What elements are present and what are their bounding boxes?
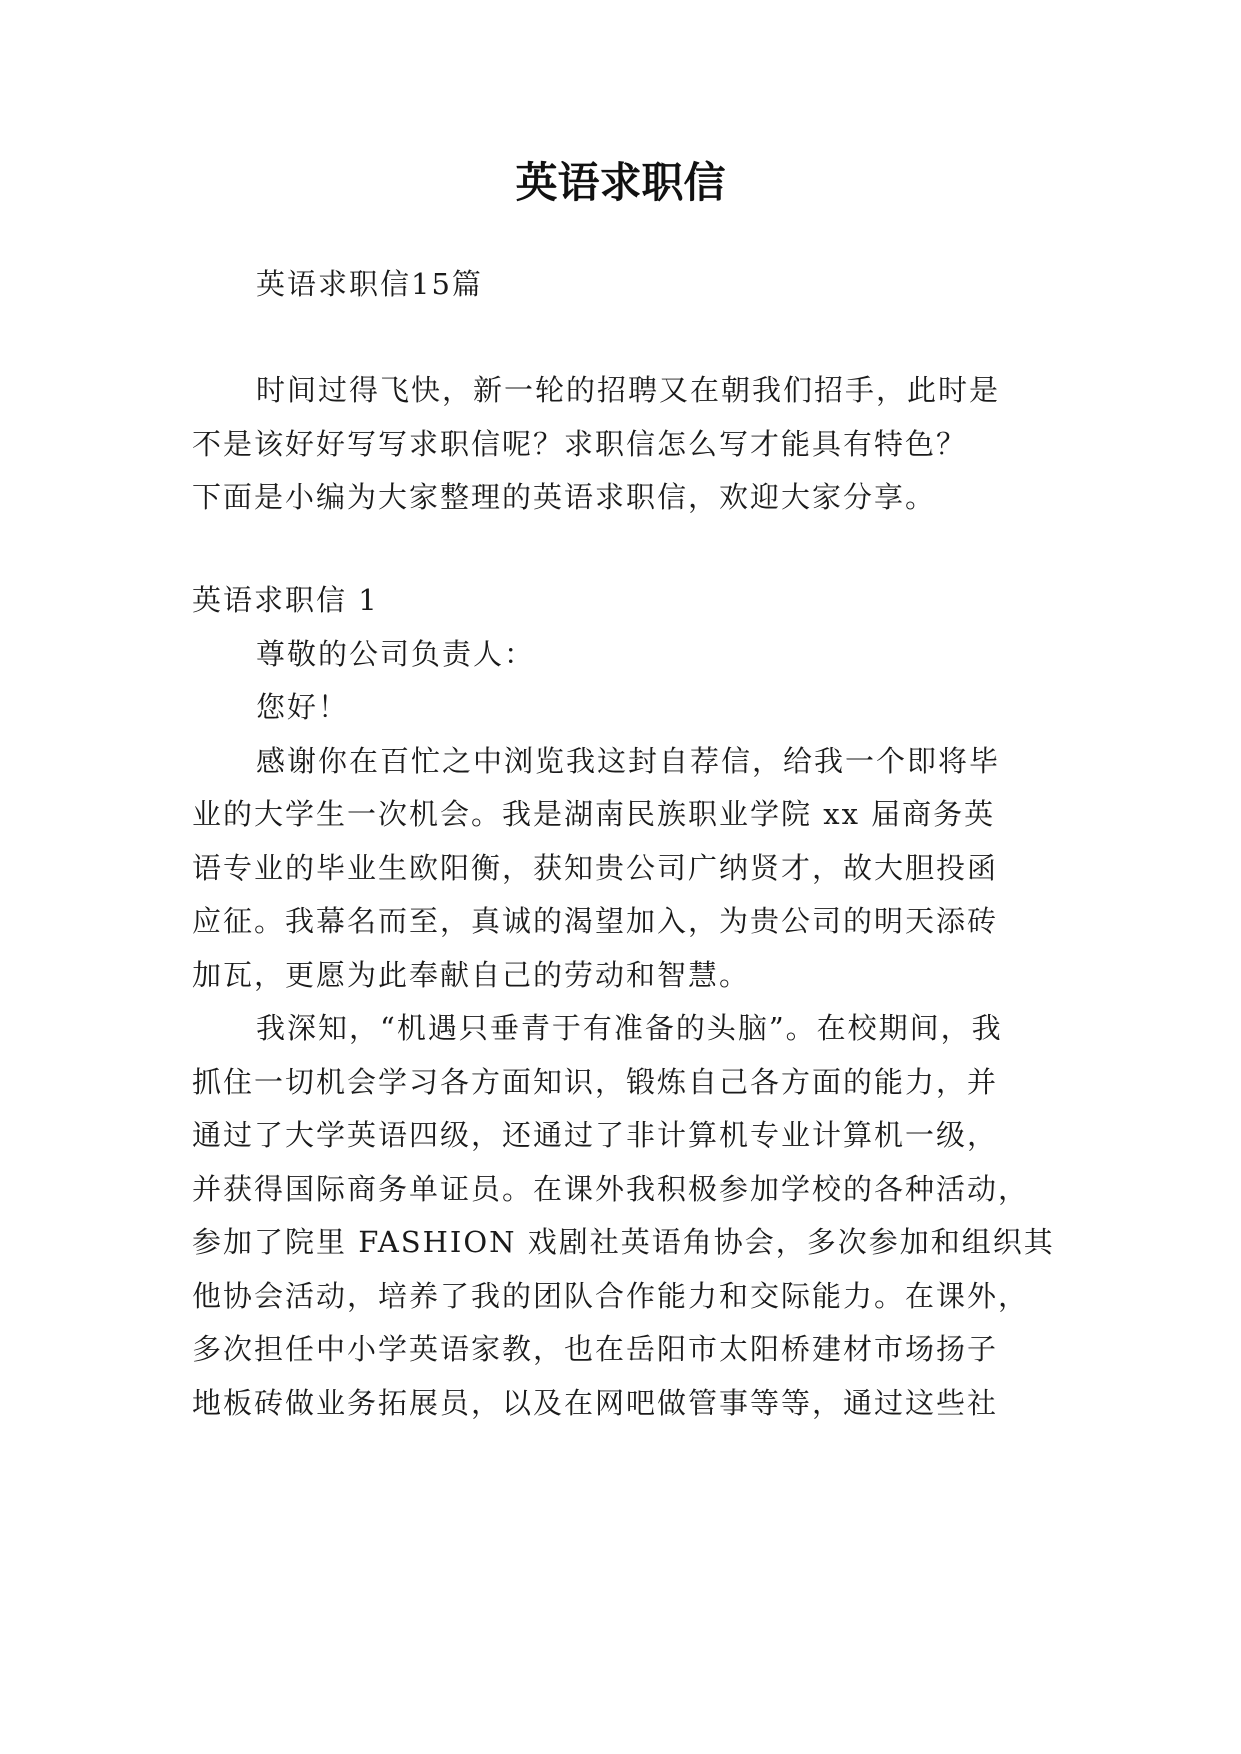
paragraph-line: 他协会活动，培养了我的团队合作能力和交际能力。在课外， (192, 1279, 1030, 1313)
paragraph-line: 通过了大学英语四级，还通过了非计算机专业计算机一级， (192, 1118, 999, 1152)
paragraph-line: 我深知，“机遇只垂青于有准备的头脑”。在校期间，我 (256, 1011, 1003, 1045)
paragraph-line: 抓住一切机会学习各方面知识，锻炼自己各方面的能力，并 (192, 1065, 999, 1099)
section-heading: 英语求职信 1 (192, 583, 379, 617)
paragraph-line: 应征。我幕名而至，真诚的渴望加入，为贵公司的明天添砖 (192, 904, 999, 938)
document-subtitle: 英语求职信15篇 (256, 267, 483, 301)
paragraph-line: 并获得国际商务单证员。在课外我积极参加学校的各种活动， (192, 1172, 1030, 1206)
salutation: 尊敬的公司负责人： (256, 637, 536, 671)
paragraph-line: 感谢你在百忙之中浏览我这封自荐信，给我一个即将毕 (256, 744, 1001, 778)
greeting: 您好！ (256, 690, 350, 724)
paragraph-line: 加瓦，更愿为此奉献自己的劳动和智慧。 (192, 958, 751, 992)
paragraph-line: 地板砖做业务拓展员，以及在网吧做管事等等，通过这些社 (192, 1386, 999, 1420)
intro-line: 时间过得飞快，新一轮的招聘又在朝我们招手，此时是 (256, 373, 1001, 407)
paragraph-line: 多次担任中小学英语家教，也在岳阳市太阳桥建材市场扬子 (192, 1332, 999, 1366)
paragraph-line: 语专业的毕业生欧阳衡，获知贵公司广纳贤才，故大胆投函 (192, 851, 999, 885)
intro-line: 下面是小编为大家整理的英语求职信，欢迎大家分享。 (192, 480, 937, 514)
paragraph-line: 参加了院里 FASHION 戏剧社英语角协会，多次参加和组织其 (192, 1225, 1055, 1259)
intro-line: 不是该好好写写求职信呢？求职信怎么写才能具有特色？ (192, 427, 968, 461)
document-title: 英语求职信 (515, 158, 726, 207)
paragraph-line: 业的大学生一次机会。我是湖南民族职业学院 xx 届商务英 (192, 797, 996, 831)
